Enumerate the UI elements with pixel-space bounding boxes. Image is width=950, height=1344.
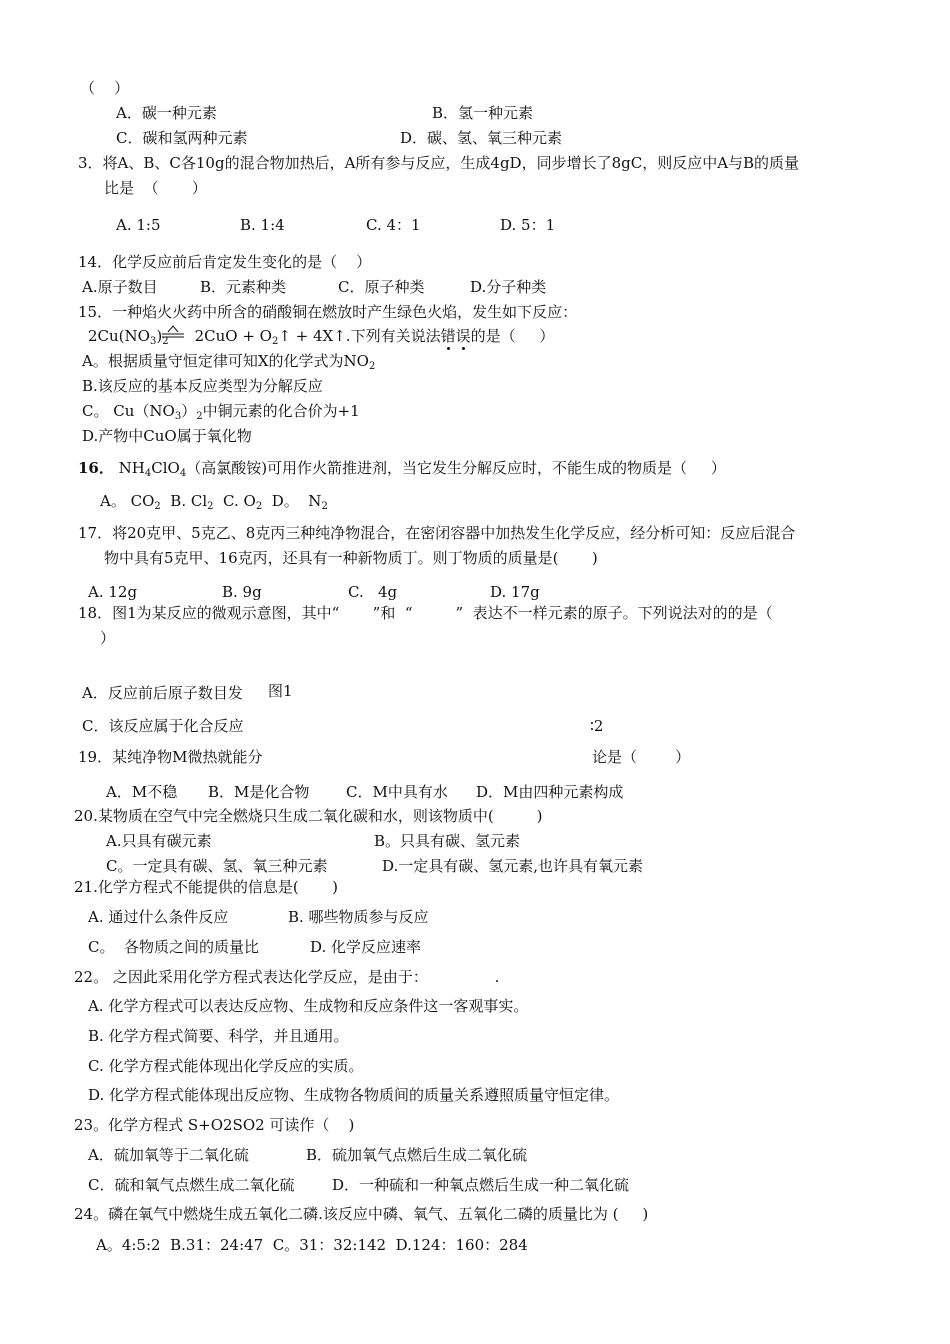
q21-option-a: A. 通过什么条件反应 bbox=[88, 908, 229, 926]
q19-option-a: A．M不稳 bbox=[106, 783, 178, 801]
q19-text: 19．某纯净物M微热就能分 bbox=[78, 748, 263, 766]
figure-caption: 图1 bbox=[268, 682, 293, 700]
q15-option-c: C。 $Cu(NO_3)_2$中铜元素的化合价为+1 bbox=[82, 402, 360, 422]
q16-options: A。 $CO_2$ B. $Cl_2$ C. $O_2$ D。 $N_2$ bbox=[100, 492, 328, 512]
option-c: C．碳和氢两种元素 bbox=[116, 129, 248, 147]
q20-option-b: B。只具有碳、氢元素 bbox=[374, 832, 521, 850]
q24-options: A。4:5:2 B.31：24:47 C。31：32:142 D.124：160：284 bbox=[96, 1236, 528, 1254]
q17-option-d: D. 17g bbox=[490, 583, 540, 601]
q21-text: 21.化学方程式不能提供的信息是( ) bbox=[74, 878, 338, 896]
q14-option-c: C．原子种类 bbox=[338, 278, 425, 296]
q21-option-c: C。 各物质之间的质量比 bbox=[88, 938, 260, 956]
q18-line1: 18．图1为某反应的微观示意图，其中“ ”和 “ ” 表达不一样元素的原子。下列说法对的的是（ bbox=[78, 604, 773, 622]
q14-text: 14．化学反应前后肯定发生变化的是（ ） bbox=[78, 253, 372, 271]
q21-option-b: B. 哪些物质参与反应 bbox=[288, 908, 429, 926]
q17-option-a: A. 12g bbox=[88, 583, 138, 601]
q20-option-d: D.一定具有碳、氢元素,也许具有氧元素 bbox=[382, 857, 644, 875]
q23-option-b: B．硫加氧气点燃后生成二氧化硫 bbox=[306, 1146, 528, 1164]
q3-option-d: D. 5：1 bbox=[500, 216, 556, 234]
q17-option-b: B. 9g bbox=[222, 583, 262, 601]
q20-option-c: C。一定具有碳、氢、氧三种元素 bbox=[106, 857, 328, 875]
q3-line1: 3．将A、B、C各10g的混合物加热后，A所有参与反应，生成4gD，同步增长了8gC，则反应中A与B的质量 bbox=[78, 154, 800, 172]
q22-option-a: A. 化学方程式可以表达反应物、生成物和反应条件这一客观事实。 bbox=[88, 997, 529, 1015]
option-d: D．碳、氢、氧三种元素 bbox=[400, 129, 563, 147]
q22-option-b: B. 化学方程式简要、科学，并且通用。 bbox=[88, 1027, 349, 1045]
option-a: A．碳一种元素 bbox=[116, 104, 217, 122]
q20-option-a: A.只具有碳元素 bbox=[106, 832, 212, 850]
heating-arrow-icon bbox=[160, 322, 188, 342]
q19-tail: 论是（ ） bbox=[592, 748, 691, 766]
option-b: B．氢一种元素 bbox=[432, 104, 534, 122]
q18-option-c: C．该反应属于化合反应 bbox=[82, 717, 244, 735]
q17-line2: 物中具有5克甲、16克丙，还具有一种新物质丁。则丁物质的质量是( ) bbox=[104, 549, 598, 567]
q14-option-b: B．元素种类 bbox=[200, 278, 287, 296]
q16-text: 16． $NH_4ClO_4$（高氯酸铵)可用作火箭推进剂，当它发生分解反应时，不能生成的物质是（ ） bbox=[78, 459, 726, 479]
q23-text: 23。化学方程式 S+O2SO2 可读作（ ) bbox=[74, 1116, 355, 1134]
q22-option-c: C. 化学方程式能体现出化学反应的实质。 bbox=[88, 1057, 364, 1075]
q23-option-a: A．硫加氧等于二氧化硫 bbox=[88, 1146, 249, 1164]
q17-line1: 17．将20克甲、5克乙、8克丙三种纯净物混合，在密闭容器中加热发生化学反应，经分析可知：反应后混合 bbox=[78, 524, 796, 542]
q18-ratio: ∶2 bbox=[590, 717, 604, 735]
q3-option-a: A. 1:5 bbox=[116, 216, 161, 234]
q15-option-a: A。根据质量守恒定律可知X的化学式为$NO_2$ bbox=[82, 352, 376, 372]
q3-option-b: B. 1:4 bbox=[240, 216, 285, 234]
q14-option-d: D.分子种类 bbox=[470, 278, 547, 296]
q18-option-a: A．反应前后原子数目发 bbox=[82, 684, 243, 702]
q15-text: 15．一种焰火火药中所含的硝酸铜在燃放时产生绿色火焰，发生如下反应： bbox=[78, 303, 578, 321]
q18-line2: ） bbox=[100, 629, 116, 647]
q23-option-c: C．硫和氧气点燃生成二氧化硫 bbox=[88, 1176, 295, 1194]
q22-option-d: D. 化学方程式能体现出反应物、生成物各物质间的质量关系遵照质量守恒定律。 bbox=[88, 1086, 620, 1104]
question-paren: （ ） bbox=[80, 79, 130, 97]
q15-option-d: D.产物中CuO属于氧化物 bbox=[82, 427, 252, 445]
q20-text: 20.某物质在空气中完全燃烧只生成二氧化碳和水，则该物质中( ) bbox=[74, 807, 543, 825]
q24-text: 24。磷在氧气中燃烧生成五氧化二磷.该反应中磷、氧气、五氧化二磷的质量比为 ( ) bbox=[74, 1205, 649, 1223]
q15-option-b: B.该反应的基本反应类型为分解反应 bbox=[82, 377, 323, 395]
q17-option-c: C. 4g bbox=[348, 583, 398, 601]
q14-option-a: A.原子数目 bbox=[82, 278, 158, 296]
q3-option-c: C. 4：1 bbox=[366, 216, 421, 234]
q21-option-d: D. 化学反应速率 bbox=[310, 938, 422, 956]
q19-option-b: B．M是化合物 bbox=[208, 783, 310, 801]
q22-text: 22。 之因此采用化学方程式表达化学反应，是由于： . bbox=[74, 968, 500, 986]
q3-line2: 比是 （ ） bbox=[104, 179, 207, 197]
emphasis-word: 错误 bbox=[441, 327, 471, 345]
q19-option-c: C．M中具有水 bbox=[346, 783, 448, 801]
q23-option-d: D．一种硫和一种氧点燃后生成一种二氧化硫 bbox=[332, 1176, 630, 1194]
q19-option-d: D．M由四种元素构成 bbox=[476, 783, 624, 801]
q15-equation: $2Cu(NO_3)_2$ $2CuO + O_2↑$ + 4X↑.下列有关说法错误 的是（ ） bbox=[88, 326, 554, 346]
